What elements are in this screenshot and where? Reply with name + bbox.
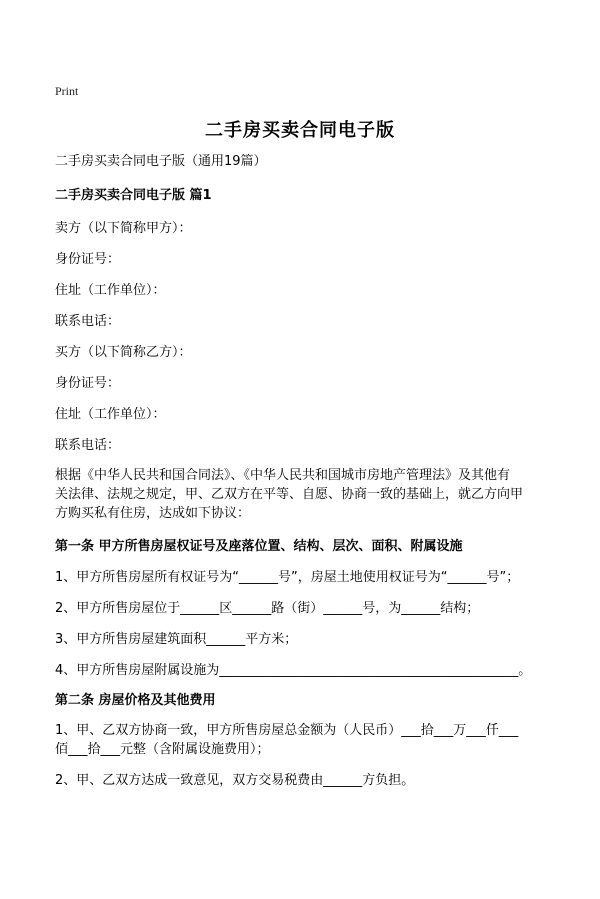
print-label: Print: [55, 84, 79, 98]
seller-id-line: 身份证号：: [55, 252, 121, 267]
buyer-id-line: 身份证号：: [55, 376, 121, 391]
document-title: 二手房买卖合同电子版: [205, 120, 395, 141]
article2-item1: [55, 721, 555, 759]
article2-item1-line: 佰___拾___元整（含附属设施费用）；: [55, 742, 270, 757]
buyer-line: 买方（以下简称乙方）：: [55, 345, 192, 360]
buyer-phone-line: 联系电话：: [55, 438, 121, 453]
intro-paragraph: [55, 466, 555, 523]
article2-item2: 2、甲、乙双方达成一致意见，双方交易税费由______方负担。: [55, 773, 415, 788]
article2-item1-line: 1、甲、乙双方协商一致，甲方所售房屋总金额为（人民币）___拾___万___仟___: [55, 723, 519, 738]
article1-item: 4、甲方所售房屋附属设施为______________________________________________。: [55, 663, 532, 678]
seller-line: 卖方（以下简称甲方）：: [55, 221, 192, 236]
intro-line: 方购买私有住房，达成如下协议：: [55, 506, 251, 521]
intro-line: 关法律、法规之规定，甲、乙双方在平等、自愿、协商一致的基础上，就乙方向甲: [55, 487, 524, 502]
article2-heading: 第二条 房屋价格及其他费用: [55, 693, 216, 708]
article1-item: 2、甲方所售房屋位于______区______路（街）______号，为______结构；: [55, 601, 480, 616]
seller-phone-line: 联系电话：: [55, 314, 121, 329]
buyer-address-line: 住址（工作单位）：: [55, 407, 166, 422]
article1-item: 1、甲方所售房屋所有权证号为“______号”，房屋土地使用权证号为“______号”；: [55, 570, 520, 585]
document-subtitle: 二手房买卖合同电子版（通用19篇）: [55, 154, 267, 169]
article1-item: 3、甲方所售房屋建筑面积______平方米；: [55, 632, 298, 647]
intro-line: 根据《中华人民共和国合同法》、《中华人民共和国城市房地产管理法》及其他有: [55, 468, 511, 483]
article1-heading: 第一条 甲方所售房屋权证号及座落位置、结构、层次、面积、附属设施: [55, 539, 463, 554]
section-heading: 二手房买卖合同电子版 篇1: [55, 188, 212, 203]
seller-address-line: 住址（工作单位）：: [55, 283, 166, 298]
